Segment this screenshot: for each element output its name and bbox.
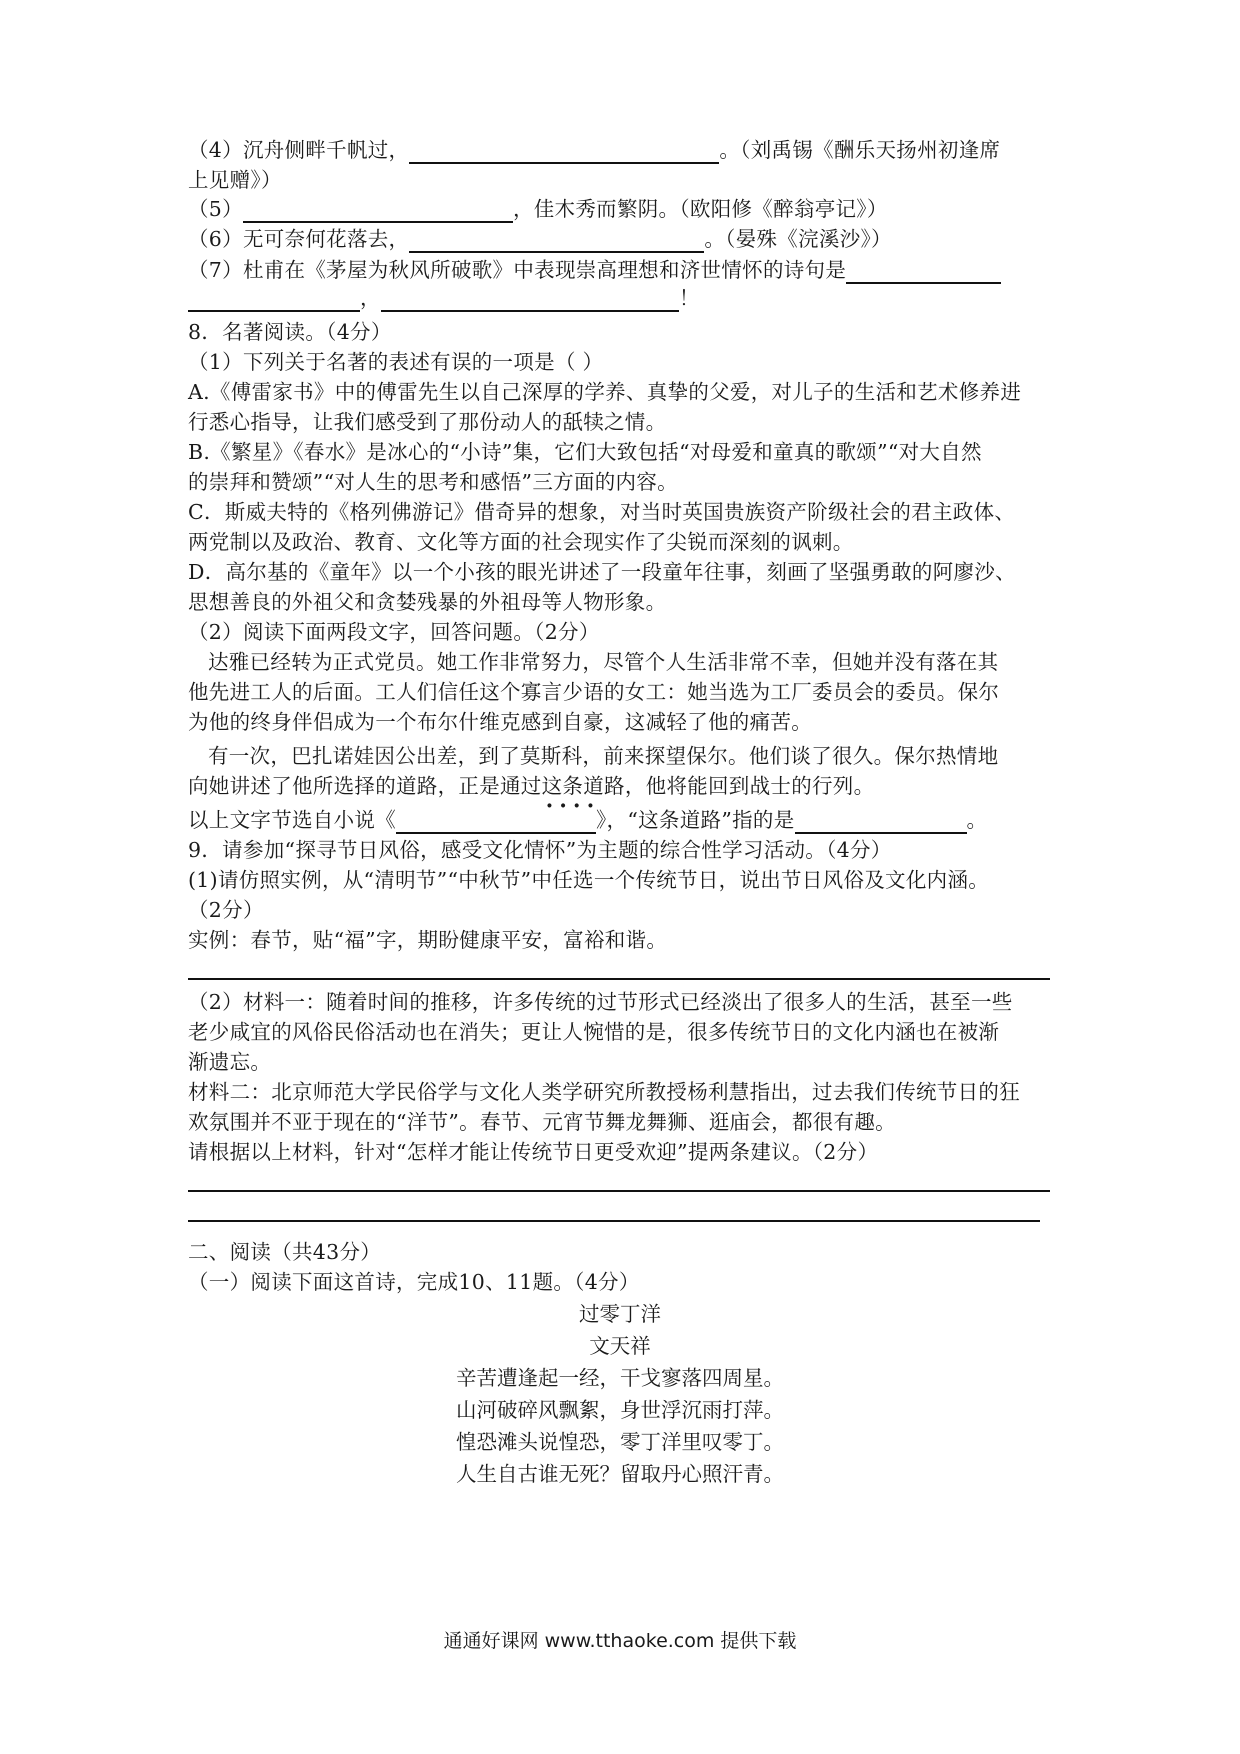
q9-material-1-line-3: 渐遗忘。 — [188, 1050, 272, 1074]
q9-title: 9．请参加“探寻节日风俗，感受文化情怀”为主题的综合性学习活动。（4分） — [188, 838, 892, 862]
footer-watermark: 通通好课网 www.tthaoke.com 提供下载 — [443, 1630, 797, 1652]
q8-title: 8．名著阅读。（4分） — [188, 320, 392, 344]
answer-rule[interactable] — [188, 1220, 1040, 1222]
q8-option-a-1: A.《傅雷家书》中的傅雷先生以自己深厚的学养、真挚的父爱，对儿子的生活和艺术修养进 — [188, 380, 1022, 404]
poem-author: 文天祥 — [589, 1334, 651, 1358]
q9-material-2-line-2: 欢氛围并不亚于现在的“洋节”。春节、元宵节舞龙舞狮、逛庙会，都很有趣。 — [188, 1110, 896, 1134]
q8-option-a-2: 行悉心指导，让我们感受到了那份动人的舐犊之情。 — [188, 410, 667, 434]
q7-line-4-cont: 上见赠》） — [188, 168, 282, 192]
q7-line-4: （4）沉舟侧畔千帆过， 。（刘禹锡《酬乐天扬州初逢席 — [188, 138, 1001, 162]
answer-blank[interactable] — [381, 288, 679, 312]
answer-blank[interactable] — [409, 140, 719, 164]
q8-sub2: （2）阅读下面两段文字，回答问题。（2分） — [188, 620, 600, 644]
q7-line-5: （5） ，佳木秀而繁阴。（欧阳修《醉翁亭记》） — [188, 197, 888, 221]
q9-material-1-line-2: 老少咸宜的风俗民俗活动也在消失；更让人惋惜的是，很多传统节日的文化内涵也在被渐 — [188, 1020, 1000, 1044]
section-2-sub: （一）阅读下面这首诗，完成10、11题。（4分） — [188, 1270, 640, 1294]
emphasis-dots: 这条道路 ···· — [542, 774, 625, 798]
q8-option-d-1: D．高尔基的《童年》以一个小孩的眼光讲述了一段童年往事，刻画了坚强勇敢的阿廖沙、 — [188, 560, 1016, 584]
poem-line-1: 辛苦遭逢起一经，干戈寥落四周星。 — [456, 1366, 784, 1390]
q8-passage-2-line-2: 向她讲述了他所选择的道路，正是通过这条道路 ····，他将能回到战士的行列。 — [188, 772, 1068, 800]
poem-title: 过零丁洋 — [579, 1302, 661, 1326]
q8-option-c-2: 两党制以及政治、教育、文化等方面的社会现实作了尖锐而深刻的讽刺。 — [188, 530, 854, 554]
q8-passage-2-line-1: 有一次，巴扎诺娃因公出差，到了莫斯科，前来探望保尔。他们谈了很久。保尔热情地 — [208, 744, 999, 768]
q8-passage-1-line-2: 他先进工人的后面。工人们信任这个寡言少语的女工：她当选为工厂委员会的委员。保尔 — [188, 680, 1000, 704]
poem-line-2: 山河破碎风飘絮，身世浮沉雨打萍。 — [456, 1398, 784, 1422]
q8-passage-1-line-3: 为他的终身伴侣成为一个布尔什维克感到自豪，这减轻了他的痛苦。 — [188, 710, 812, 734]
q9-example: 实例：春节，贴“福”字，期盼健康平安，富裕和谐。 — [188, 928, 668, 952]
answer-rule[interactable] — [188, 1190, 1050, 1192]
q8-sub1: （1）下列关于名著的表述有误的一项是（ ） — [188, 350, 604, 374]
q9-material-2-line-1: 材料二：北京师范大学民俗学与文化人类学研究所教授杨利慧指出，过去我们传统节日的狂 — [188, 1080, 1020, 1104]
q9-ask: 请根据以上材料，针对“怎样才能让传统节日更受欢迎”提两条建议。（2分） — [188, 1140, 879, 1164]
q8-answer-line: 以上文字节选自小说《 》，“这条道路”指的是 。 — [188, 808, 988, 832]
q7-line-6: （6）无可奈何花落去， 。（晏殊《浣溪沙》） — [188, 227, 892, 251]
answer-blank[interactable] — [243, 199, 513, 223]
answer-blank[interactable] — [846, 260, 1001, 284]
q9-material-1-line-1: （2）材料一：随着时间的推移，许多传统的过节形式已经淡出了很多人的生活，甚至一些 — [188, 990, 1013, 1014]
q9-sub1-line-1: (1)请仿照实例，从“清明节”“中秋节”中任选一个传统节日，说出节日风俗及文化内涵。 — [188, 868, 990, 892]
road-meaning-blank[interactable] — [795, 810, 967, 834]
q7-line-7-blanks: ， ！ — [188, 284, 1068, 312]
q7-line-7: （7）杜甫在《茅屋为秋风所破歌》中表现崇高理想和济世情怀的诗句是 — [188, 256, 1068, 284]
poem-line-4: 人生自古谁无死？留取丹心照汗青。 — [456, 1462, 784, 1486]
q9-sub1-line-2: （2分） — [188, 898, 264, 922]
q8-option-b-1: B.《繁星》《春水》是冰心的“小诗”集，它们大致包括“对母爱和童真的歌颂”“对大自然 — [188, 440, 982, 464]
section-2-title: 二、阅读（共43分） — [188, 1240, 382, 1264]
answer-blank[interactable] — [188, 288, 360, 312]
answer-blank[interactable] — [409, 229, 704, 253]
q8-option-d-2: 思想善良的外祖父和贪婪残暴的外祖母等人物形象。 — [188, 590, 667, 614]
poem-line-3: 惶恐滩头说惶恐，零丁洋里叹零丁。 — [456, 1430, 784, 1454]
answer-rule[interactable] — [188, 978, 1050, 980]
q8-passage-1-line-1: 达雅已经转为正式党员。她工作非常努力，尽管个人生活非常不幸，但她并没有落在其 — [208, 650, 999, 674]
novel-title-blank[interactable] — [396, 810, 596, 834]
q8-option-c-1: C．斯威夫特的《格列佛游记》借奇异的想象，对当时英国贵族资产阶级社会的君主政体、 — [188, 500, 1016, 524]
q8-option-b-2: 的崇拜和赞颂”“对人生的思考和感悟”三方面的内容。 — [188, 470, 678, 494]
